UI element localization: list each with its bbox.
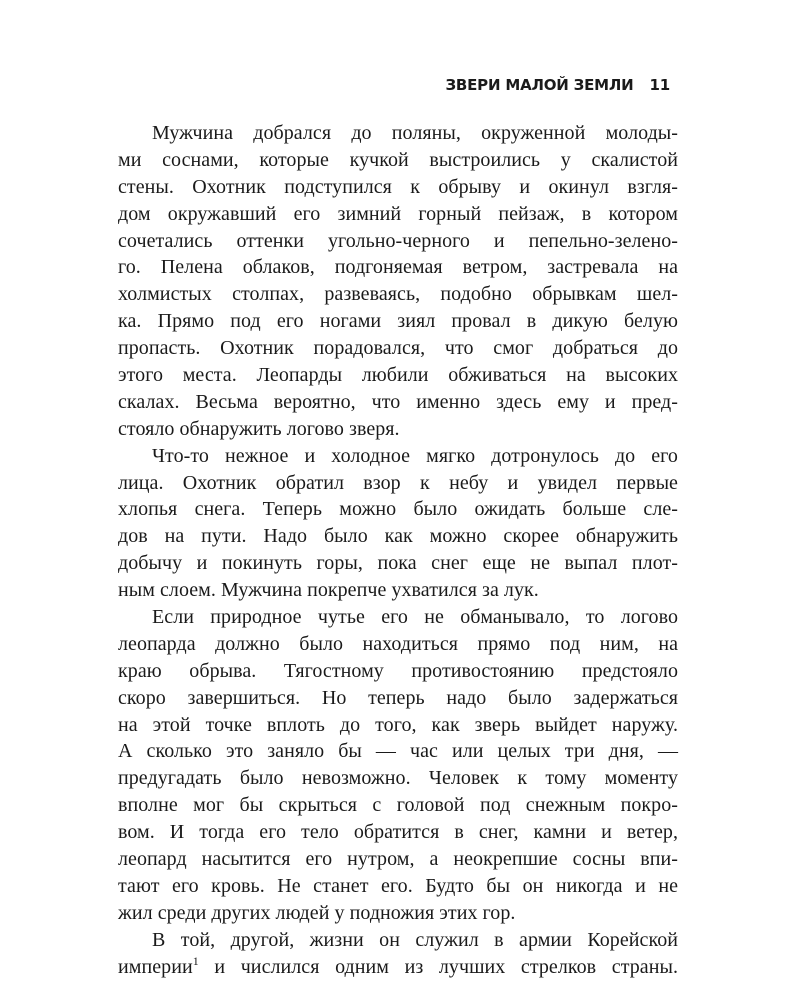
text-line: Что-то нежное и холодное мягко дотронулось до его <box>152 444 678 467</box>
text-line: леопарда должно было находиться прямо под ним, на <box>118 632 678 655</box>
text-line: скоро завершиться. Но теперь надо было задержаться <box>118 686 678 709</box>
text-line: вполне мог бы скрыться с головой под снежным покро- <box>118 794 678 817</box>
text-line: этого места. Леопарды любили обживаться на высоких <box>118 364 678 387</box>
text-line: ка. Прямо под его ногами зиял провал в дикую белую <box>118 310 678 333</box>
text-line: Мужчина добрался до поляны, окруженной молоды- <box>152 122 678 144</box>
text-line: го. Пелена облаков, подгоняемая ветром, застревала на <box>118 256 678 279</box>
text-line: леопард насытится его нутром, а неокрепшие сосны впи- <box>118 848 678 871</box>
text-line: краю обрыва. Тягостному противостоянию предстояло <box>118 659 678 682</box>
text-line: лица. Охотник обратил взор к небу и увидел первые <box>118 471 678 494</box>
text-line: дов на пути. Надо было как можно скорее обнаружить <box>118 525 678 548</box>
text-line: предугадать было невозможно. Человек к тому моменту <box>118 767 678 790</box>
text-line: на этой точке вплоть до того, как зверь выйдет наружу. <box>118 713 678 736</box>
text-line: А сколько это заняло бы — час или целых три дня, — <box>118 740 678 763</box>
footnote-mark[interactable]: 1 <box>192 953 199 968</box>
text-line: холмистых столпах, развеваясь, подобно обрывкам шел- <box>118 283 678 306</box>
body-text <box>118 120 678 981</box>
text-line: дом окружавший его зимний горный пейзаж, в котором <box>118 202 678 225</box>
text-line: скалах. Весьма вероятно, что именно здесь ему и пред- <box>118 390 678 413</box>
text-line-with-footnote <box>118 954 678 981</box>
text-line: В той, другой, жизни он служил в армии Корейской <box>152 928 678 951</box>
text-line: ми соснами, которые кучкой выстроились у скалистой <box>118 148 678 171</box>
text-line-tail: и числился одним из лучших стрелков страны. <box>198 955 678 978</box>
text-line: ным слоем. Мужчина покрепче ухватился за лук. <box>118 579 539 602</box>
footnote-anchor-text: империи <box>118 955 193 978</box>
text-line: стояло обнаружить логово зверя. <box>118 417 400 440</box>
text-line: сочетались оттенки угольно-черного и пепельно-зелено- <box>118 229 678 252</box>
text-line: тают его кровь. Не станет его. Будто бы он никогда и не <box>118 874 678 897</box>
text-line: Если природное чутье его не обманывало, то логово <box>152 606 678 629</box>
text-line: вом. И тогда его тело обратится в снег, камни и ветер, <box>118 821 678 844</box>
running-head <box>445 76 670 94</box>
text-line: стены. Охотник подступился к обрыву и окинул взгля- <box>118 175 678 198</box>
page-number: 11 <box>649 76 670 94</box>
text-line: пропасть. Охотник порадовался, что смог добраться до <box>118 337 678 360</box>
text-line: добычу и покинуть горы, пока снег еще не выпал плот- <box>118 552 678 575</box>
running-title: ЗВЕРИ МАЛОЙ ЗЕМЛИ <box>445 76 634 94</box>
text-line: хлопья снега. Теперь можно было ожидать больше сле- <box>118 498 678 521</box>
text-line: жил среди других людей у подножия этих гор. <box>118 901 516 924</box>
